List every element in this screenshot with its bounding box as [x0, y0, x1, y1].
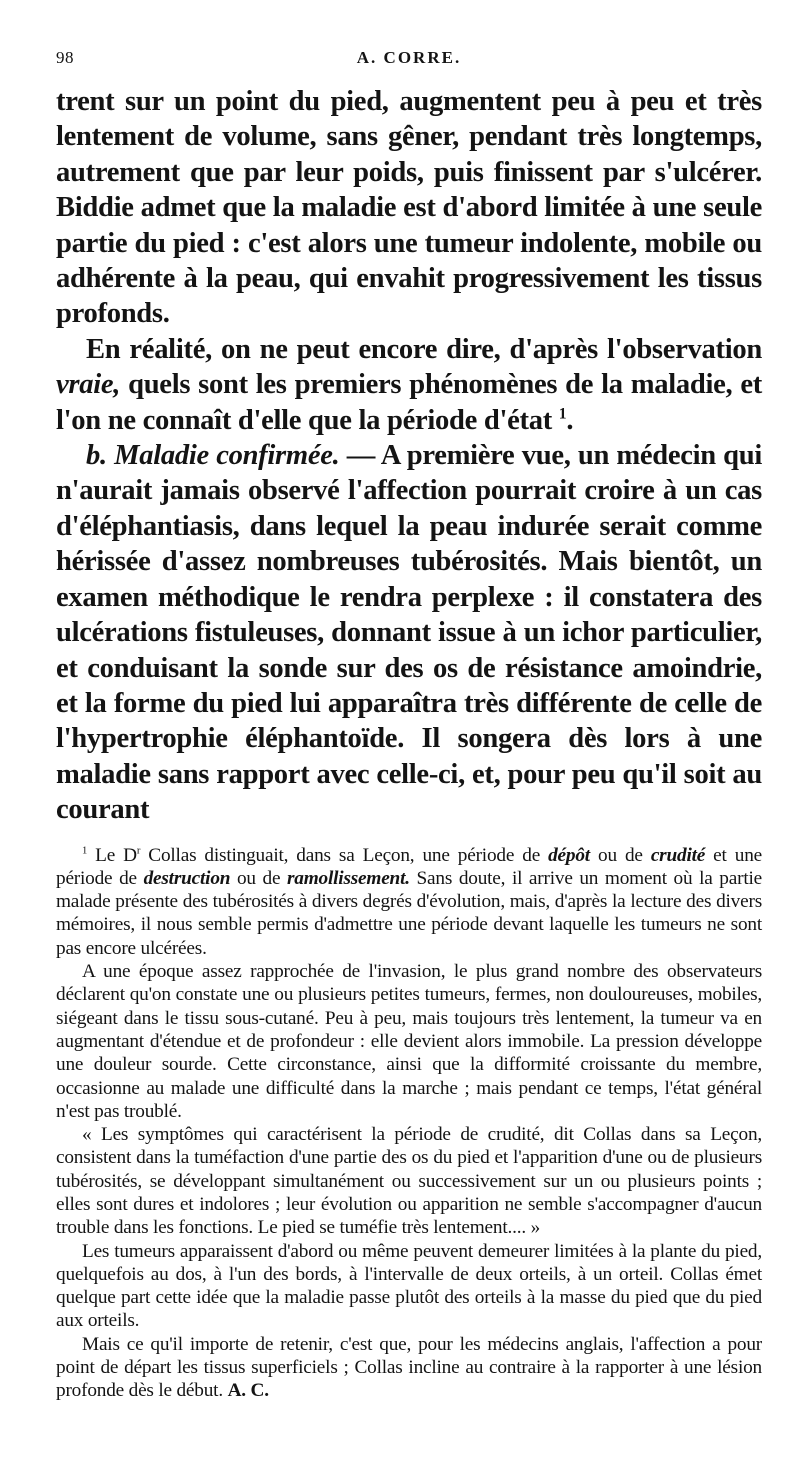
footnote-paragraph-5: Mais ce qu'il importe de retenir, c'est que, pour les médecins anglais, l'affection a pour point de départ les tissus superficiels ; Collas incline au contraire à la rapporter à une lésion profonde dès le début. A. C.: [56, 1333, 762, 1402]
running-head: A. CORRE.: [356, 48, 462, 67]
footnotes: [56, 844, 762, 1403]
paragraph-reality: En réalité, on ne peut encore dire, d'après l'observation vraie, quels sont les premiers phénomènes de la maladie, et l'on ne connaît d'elle que la période d'état $^1$.: [56, 333, 762, 436]
paragraph-maladie-confirmee: b. Maladie confirmée. — A première vue, un médecin qui n'aurait jamais observé l'affection pourrait croire à un cas d'éléphantiasis, dans lequel la peau indurée serait comme hérissée d'assez nombreuses tubérosités. Mais bientôt, un examen méthodique le rendra perplexe : il constatera des ulcérations fistuleuses, donnant issue à un ichor particulier, et conduisant la sonde sur des os de résistance amoindrie, et la forme du pied lui apparaîtra très différente de celle de l'hypertrophie éléphantoïde. Il songera dès lors à une maladie sans rapport avec celle-ci, et, pour peu qu'il soit au courant: [56, 440, 762, 826]
paragraph-continuation: trent sur un point du pied, augmentent peu à peu et très lentement de volume, sans gêner, pendant très longtemps, autrement que par leur poids, puis finissent par s'ulcérer. Biddie admet que la maladie est d'abord limitée à une seule partie du pied : c'est alors une tumeur indolente, mobile ou adhérente à la peau, qui envahit progressivement les tissus profonds.: [56, 86, 762, 330]
footnote-marker-1: 1: [82, 845, 88, 857]
section-heading-maladie-confirmee: b. Maladie confirmée.: [86, 440, 340, 472]
footnote-paragraph-2: A une époque assez rapprochée de l'invasion, le plus grand nombre des observateurs déclarent qu'on constate une ou plusieurs petites tumeurs, fermes, non douloureuses, mobiles, siégeant dans le tissu sous-cutané. Peu à peu, mais toujours très lentement, la tumeur va en augmentant d'étendue et de profondeur : elle devient alors immobile. La pression développe une douleur sourde. Cette circonstance, ainsi que la difformité croissante du membre, occasionne au malade une difficulté dans la marche ; mais pendant ce temps, l'état général n'est pas troublé.: [56, 961, 762, 1122]
footnote-ref-1: 1: [558, 405, 567, 423]
main-text: [56, 84, 762, 828]
author-signature: A. C.: [227, 1380, 269, 1402]
emphasis-vraie: vraie,: [56, 369, 121, 401]
page-header: [56, 38, 762, 74]
footnote-paragraph-4: Les tumeurs apparaissent d'abord ou même peuvent demeurer limitées à la plante du pied, quelquefois au dos, à l'un des bords, à l'intervalle de deux orteils, à un orteil. Collas émet quelque part cette idée que la maladie passe plutôt des orteils à la masse du pied que du pied aux orteils.: [56, 1240, 762, 1332]
footnote-1: $^1$ Le $D^r$ Collas distinguait, dans sa Leçon, une période de dépôt ou de crudité et une période de destruction ou de ramollissement. Sans doute, il arrive un moment où la partie malade présente des tubérosités à divers degrés d'évolution, mais, d'après la lecture des divers mémoires, il nous semble permis d'admettre une période devant laquelle les tumeurs ne sont pas encore ulcérées.: [56, 844, 762, 959]
page-number: 98: [56, 48, 74, 67]
footnote-paragraph-3: « Les symptômes qui caractérisent la période de crudité, dit Collas dans sa Leçon, consistent dans la tuméfaction d'une partie des os du pied et l'apparition d'une ou de plusieurs tubérosités, se développant simultanément ou successivement sur un ou plusieurs points ; elles sont dures et indolores ; leur évolution ou apparition ne semble s'accompagner d'aucun trouble dans les fonctions. Le pied se tuméfie très lentement.... »: [56, 1124, 762, 1239]
book-page: [56, 38, 762, 1438]
